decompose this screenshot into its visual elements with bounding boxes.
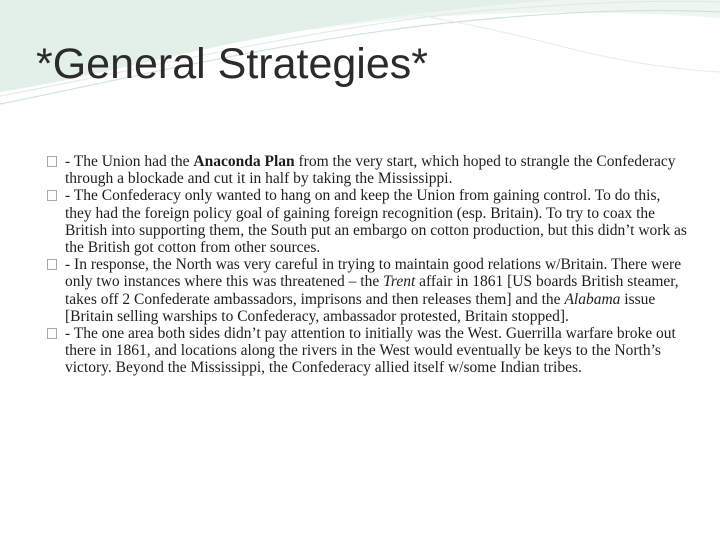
bullet-run: - In response, the North was very careful in trying to maintain good relations w/Britain. There were only two instances where this was threatened – the [65,256,682,291]
bullet-run: affair in 1861 [US boards British steamer, takes off 2 Confederate ambassadors, imprisons and then releases them] and the [65,273,679,308]
bullet-box-icon [47,156,57,167]
bullet-item [47,325,687,377]
bullet-box-icon [47,259,57,270]
bullet-italic-run: Alabama [564,290,621,308]
bullet-text [65,153,676,187]
slide-title: *General Strategies* [36,40,428,88]
bullet-item [47,153,687,187]
bullet-run: issue [Britain selling warships to Confederacy, ambassador protested, Britain stopped]. [65,290,656,325]
bullet-item [47,187,687,256]
bullet-run: - The one area both sides didn’t pay attention to initially was the West. Guerrilla warfare broke out there in 1861, and locations along the rivers in the West would eventually be keys to the North’s victory. Beyond the Mississippi, the Confederacy allied itself w/some Indian tribes. [65,325,676,377]
bullet-text [65,256,681,325]
bullet-run: from the very start, which hoped to strangle the Confederacy through a blockade and cut it in half by taking the Mississippi. [65,153,676,188]
bullet-box-icon [47,328,57,339]
bullet-italic-run: Trent [383,273,416,291]
bullet-item [47,256,687,325]
bullet-list [47,153,687,377]
bullet-box-icon [47,190,57,201]
bullet-run: - The Confederacy only wanted to hang on and keep the Union from gaining control. To do this, they had the foreign policy goal of gaining foreign recognition (esp. Britain). To try to coax the British into supporting them, the South put an embargo on cotton production, but this didn’t work as the British got cotton from other sources. [65,187,687,257]
bullet-run: - The Union had the [65,153,194,170]
bullet-text [65,325,676,376]
bullet-text [65,187,687,256]
bullet-bold-run: Anaconda Plan [193,153,295,170]
